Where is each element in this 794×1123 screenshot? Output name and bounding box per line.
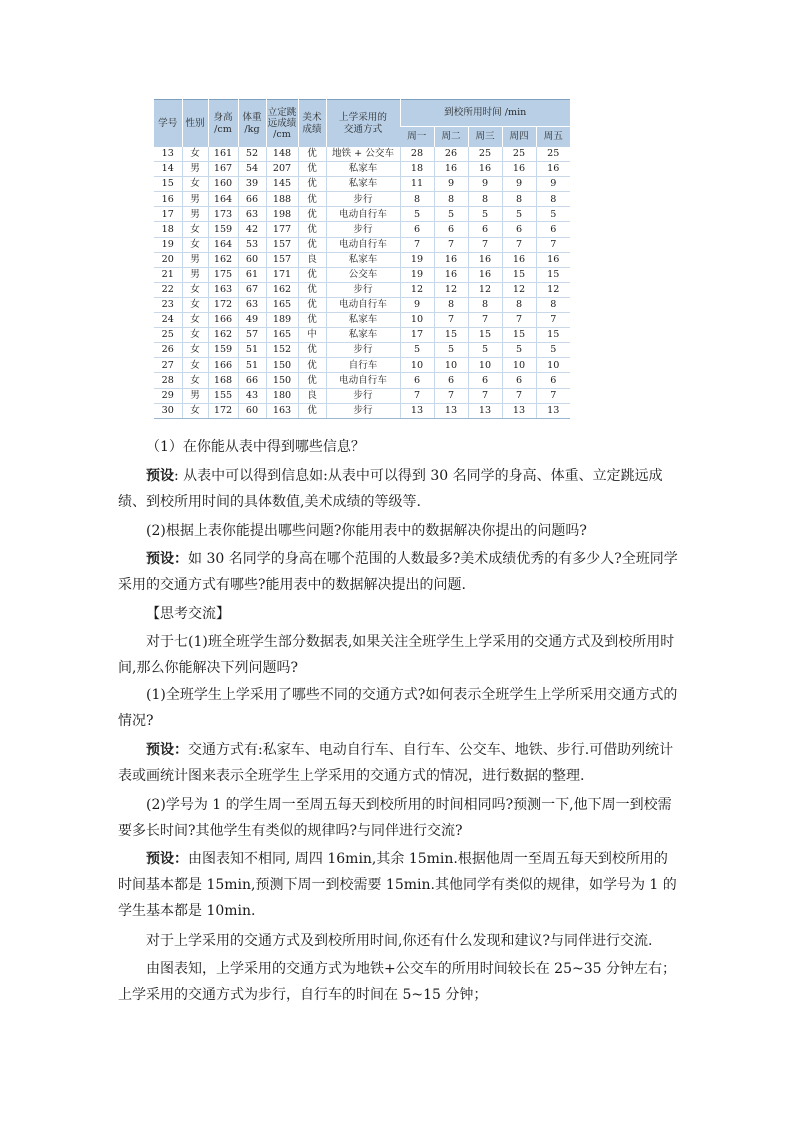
cell-art: 良 (298, 252, 326, 267)
cell-sex: 女 (182, 147, 208, 162)
cell-art: 优 (298, 147, 326, 162)
cell-wed: 6 (468, 222, 502, 237)
cell-weight: 43 (238, 388, 266, 403)
cell-tue: 7 (434, 313, 468, 328)
question-2: (2)根据上表你能提出哪些问题?你能用表中的数据解决你提出的问题吗? (146, 523, 587, 539)
header-day-fri: 周五 (536, 127, 570, 148)
cell-transport: 公交车 (326, 267, 400, 282)
cell-height: 162 (208, 328, 238, 343)
cell-thu: 5 (502, 207, 536, 222)
cell-thu: 6 (502, 373, 536, 388)
cell-wed: 16 (468, 267, 502, 282)
header-day-tue: 周二 (434, 127, 468, 148)
cell-student-no: 28 (154, 373, 182, 388)
cell-jump: 180 (266, 388, 298, 403)
student-data-table (154, 99, 570, 419)
cell-sex: 女 (182, 282, 208, 297)
cell-wed: 5 (468, 343, 502, 358)
cell-mon: 28 (400, 147, 434, 162)
cell-height: 168 (208, 373, 238, 388)
cell-height: 166 (208, 313, 238, 328)
cell-art: 优 (298, 222, 326, 237)
cell-weight: 52 (238, 147, 266, 162)
answer-2 (118, 546, 678, 598)
answer-1-label: 预设 (146, 468, 174, 484)
header-time-group: 到校所用时间 /min (400, 100, 570, 127)
table-row (154, 313, 570, 328)
cell-student-no: 23 (154, 297, 182, 312)
cell-height: 166 (208, 358, 238, 373)
cell-wed: 8 (468, 297, 502, 312)
cell-art: 优 (298, 192, 326, 207)
cell-fri: 9 (536, 177, 570, 192)
cell-art: 优 (298, 282, 326, 297)
cell-tue: 8 (434, 192, 468, 207)
answer-1-text: : 从表中可以得到信息如:从表中可以得到 30 名同学的身高、体重、立定跳远成绩、到校所用时间的具体数值,美术成绩的等级等. (118, 468, 663, 510)
cell-mon: 6 (400, 222, 434, 237)
cell-fri: 8 (536, 297, 570, 312)
cell-thu: 8 (502, 297, 536, 312)
cell-art: 优 (298, 297, 326, 312)
cell-student-no: 19 (154, 237, 182, 252)
cell-transport: 电动自行车 (326, 297, 400, 312)
cell-tue: 5 (434, 343, 468, 358)
cell-transport: 步行 (326, 192, 400, 207)
cell-art: 优 (298, 358, 326, 373)
cell-tue: 16 (434, 252, 468, 267)
cell-student-no: 15 (154, 177, 182, 192)
cell-transport: 电动自行车 (326, 207, 400, 222)
cell-student-no: 30 (154, 403, 182, 418)
cell-sex: 女 (182, 222, 208, 237)
cell-fri: 8 (536, 192, 570, 207)
cell-sex: 女 (182, 358, 208, 373)
cell-height: 163 (208, 282, 238, 297)
cell-jump: 150 (266, 373, 298, 388)
cell-jump: 163 (266, 403, 298, 418)
cell-fri: 10 (536, 358, 570, 373)
cell-tue: 13 (434, 403, 468, 418)
cell-thu: 7 (502, 237, 536, 252)
cell-sex: 女 (182, 403, 208, 418)
cell-jump: 165 (266, 328, 298, 343)
cell-fri: 6 (536, 222, 570, 237)
cell-height: 162 (208, 252, 238, 267)
cell-sex: 男 (182, 252, 208, 267)
cell-student-no: 16 (154, 192, 182, 207)
question-3: (1)全班学生上学采用了哪些不同的交通方式?如何表示全班学生上学所采用交通方式的情况? (118, 687, 678, 729)
cell-height: 172 (208, 297, 238, 312)
cell-art: 优 (298, 207, 326, 222)
cell-fri: 7 (536, 237, 570, 252)
cell-student-no: 21 (154, 267, 182, 282)
cell-tue: 10 (434, 358, 468, 373)
table-body (154, 147, 570, 418)
cell-weight: 42 (238, 222, 266, 237)
header-jump: 立定跳 远成绩 /cm (266, 100, 298, 148)
cell-tue: 26 (434, 147, 468, 162)
section-heading: 【思考交流】 (146, 606, 230, 622)
table-row (154, 177, 570, 192)
header-day-wed: 周三 (468, 127, 502, 148)
cell-transport: 步行 (326, 403, 400, 418)
cell-weight: 63 (238, 207, 266, 222)
cell-transport: 自行车 (326, 358, 400, 373)
cell-student-no: 27 (154, 358, 182, 373)
cell-tue: 7 (434, 388, 468, 403)
cell-transport: 私家车 (326, 328, 400, 343)
cell-sex: 女 (182, 237, 208, 252)
answer-4-text: 由图表知不相同, 周四 16min,其余 15min.根据他周一至周五每天到校所用的时间基本都是 15min,预测下周一到校需要 15min.其他同学有类似的规律，如学号为 1 的学生基本都是 10min. (118, 851, 677, 919)
cell-jump: 189 (266, 313, 298, 328)
cell-height: 172 (208, 403, 238, 418)
cell-weight: 57 (238, 328, 266, 343)
cell-thu: 7 (502, 388, 536, 403)
cell-weight: 67 (238, 282, 266, 297)
cell-weight: 53 (238, 237, 266, 252)
table-row (154, 403, 570, 418)
cell-sex: 男 (182, 388, 208, 403)
cell-weight: 54 (238, 162, 266, 177)
cell-tue: 5 (434, 207, 468, 222)
paragraph-5: 对于上学采用的交通方式及到校所用时间,你还有什么发现和建议?与同伴进行交流. (146, 933, 653, 949)
cell-thu: 10 (502, 358, 536, 373)
cell-jump: 171 (266, 267, 298, 282)
header-day-mon: 周一 (400, 127, 434, 148)
cell-mon: 7 (400, 237, 434, 252)
cell-art: 良 (298, 388, 326, 403)
cell-student-no: 17 (154, 207, 182, 222)
cell-tue: 9 (434, 177, 468, 192)
table-row (154, 358, 570, 373)
cell-jump: 157 (266, 252, 298, 267)
cell-tue: 16 (434, 267, 468, 282)
cell-fri: 13 (536, 403, 570, 418)
cell-height: 155 (208, 388, 238, 403)
cell-weight: 51 (238, 343, 266, 358)
cell-mon: 18 (400, 162, 434, 177)
student-data-table-wrapper (154, 99, 570, 419)
cell-weight: 39 (238, 177, 266, 192)
header-day-thu: 周四 (502, 127, 536, 148)
cell-thu: 9 (502, 177, 536, 192)
cell-tue: 7 (434, 237, 468, 252)
cell-fri: 12 (536, 282, 570, 297)
cell-mon: 19 (400, 267, 434, 282)
cell-jump: 198 (266, 207, 298, 222)
table-header (154, 100, 570, 148)
cell-weight: 49 (238, 313, 266, 328)
cell-fri: 25 (536, 147, 570, 162)
cell-jump: 145 (266, 177, 298, 192)
table-row (154, 297, 570, 312)
table-row (154, 343, 570, 358)
answer-2-label: 预设： (146, 551, 188, 567)
cell-fri: 7 (536, 313, 570, 328)
cell-tue: 16 (434, 162, 468, 177)
cell-height: 159 (208, 222, 238, 237)
cell-mon: 11 (400, 177, 434, 192)
cell-student-no: 25 (154, 328, 182, 343)
cell-weight: 60 (238, 252, 266, 267)
cell-transport: 步行 (326, 343, 400, 358)
cell-student-no: 26 (154, 343, 182, 358)
cell-sex: 女 (182, 313, 208, 328)
header-transport: 上学采用的 交通方式 (326, 100, 400, 148)
table-row (154, 388, 570, 403)
cell-art: 优 (298, 343, 326, 358)
cell-transport: 电动自行车 (326, 373, 400, 388)
table-row (154, 237, 570, 252)
cell-thu: 8 (502, 192, 536, 207)
cell-weight: 66 (238, 373, 266, 388)
cell-mon: 19 (400, 252, 434, 267)
cell-wed: 13 (468, 403, 502, 418)
cell-transport: 步行 (326, 222, 400, 237)
cell-transport: 电动自行车 (326, 237, 400, 252)
cell-tue: 6 (434, 222, 468, 237)
answer-3 (118, 737, 678, 789)
cell-sex: 女 (182, 373, 208, 388)
cell-tue: 12 (434, 282, 468, 297)
cell-thu: 5 (502, 343, 536, 358)
cell-mon: 12 (400, 282, 434, 297)
cell-thu: 15 (502, 328, 536, 343)
answer-3-label: 预设： (146, 742, 188, 758)
cell-mon: 10 (400, 313, 434, 328)
cell-mon: 13 (400, 403, 434, 418)
table-row (154, 162, 570, 177)
cell-sex: 女 (182, 343, 208, 358)
cell-jump: 188 (266, 192, 298, 207)
table-row (154, 328, 570, 343)
cell-sex: 女 (182, 177, 208, 192)
cell-jump: 162 (266, 282, 298, 297)
cell-art: 优 (298, 237, 326, 252)
cell-student-no: 13 (154, 147, 182, 162)
cell-art: 优 (298, 403, 326, 418)
cell-art: 优 (298, 313, 326, 328)
cell-height: 160 (208, 177, 238, 192)
header-art: 美术 成绩 (298, 100, 326, 148)
cell-mon: 5 (400, 207, 434, 222)
cell-art: 优 (298, 162, 326, 177)
cell-jump: 152 (266, 343, 298, 358)
table-row (154, 192, 570, 207)
answer-3-text: 交通方式有:私家车、电动自行车、自行车、公交车、地铁、步行.可借助列统计表或画统计图来表示全班学生上学采用的交通方式的情况，进行数据的整理. (118, 742, 674, 784)
cell-tue: 15 (434, 328, 468, 343)
cell-mon: 17 (400, 328, 434, 343)
cell-thu: 7 (502, 313, 536, 328)
cell-jump: 150 (266, 358, 298, 373)
cell-fri: 5 (536, 207, 570, 222)
table-row (154, 373, 570, 388)
cell-art: 优 (298, 267, 326, 282)
intro-paragraph: 对于七(1)班全班学生部分数据表,如果关注全班学生上学采用的交通方式及到校所用时间,那么你能解决下列问题吗? (118, 634, 675, 676)
cell-sex: 女 (182, 328, 208, 343)
cell-fri: 15 (536, 328, 570, 343)
cell-jump: 165 (266, 297, 298, 312)
cell-transport: 私家车 (326, 177, 400, 192)
cell-art: 优 (298, 373, 326, 388)
answer-1 (118, 463, 678, 515)
cell-fri: 5 (536, 343, 570, 358)
cell-mon: 8 (400, 192, 434, 207)
cell-fri: 16 (536, 162, 570, 177)
cell-height: 161 (208, 147, 238, 162)
answer-2-text: 如 30 名同学的身高在哪个范围的人数最多?美术成绩优秀的有多少人?全班同学采用的交通方式有哪些?能用表中的数据解决提出的问题. (118, 551, 678, 593)
cell-sex: 男 (182, 207, 208, 222)
cell-art: 中 (298, 328, 326, 343)
cell-art: 优 (298, 177, 326, 192)
table-row (154, 222, 570, 237)
question-4: (2)学号为 1 的学生周一至周五每天到校所用的时间相同吗?预测一下,他下周一到校需要多长时间?其他学生有类似的规律吗?与同伴进行交流? (118, 797, 672, 839)
cell-thu: 12 (502, 282, 536, 297)
cell-wed: 8 (468, 192, 502, 207)
cell-fri: 15 (536, 267, 570, 282)
cell-transport: 地铁 + 公交车 (326, 147, 400, 162)
cell-wed: 16 (468, 252, 502, 267)
cell-thu: 16 (502, 162, 536, 177)
cell-transport: 步行 (326, 282, 400, 297)
cell-fri: 7 (536, 388, 570, 403)
cell-weight: 61 (238, 267, 266, 282)
cell-tue: 6 (434, 373, 468, 388)
cell-weight: 63 (238, 297, 266, 312)
cell-height: 173 (208, 207, 238, 222)
cell-transport: 私家车 (326, 162, 400, 177)
cell-height: 167 (208, 162, 238, 177)
cell-tue: 8 (434, 297, 468, 312)
cell-student-no: 18 (154, 222, 182, 237)
cell-weight: 51 (238, 358, 266, 373)
table-row (154, 282, 570, 297)
cell-height: 164 (208, 192, 238, 207)
cell-jump: 177 (266, 222, 298, 237)
cell-thu: 6 (502, 222, 536, 237)
cell-thu: 15 (502, 267, 536, 282)
cell-wed: 7 (468, 388, 502, 403)
cell-sex: 男 (182, 162, 208, 177)
cell-mon: 5 (400, 343, 434, 358)
cell-sex: 男 (182, 267, 208, 282)
cell-weight: 66 (238, 192, 266, 207)
cell-wed: 25 (468, 147, 502, 162)
cell-jump: 148 (266, 147, 298, 162)
cell-height: 159 (208, 343, 238, 358)
cell-student-no: 14 (154, 162, 182, 177)
cell-thu: 13 (502, 403, 536, 418)
cell-mon: 6 (400, 373, 434, 388)
cell-wed: 6 (468, 373, 502, 388)
cell-student-no: 29 (154, 388, 182, 403)
cell-student-no: 20 (154, 252, 182, 267)
cell-transport: 私家车 (326, 313, 400, 328)
header-height: 身高 /cm (208, 100, 238, 148)
cell-weight: 60 (238, 403, 266, 418)
cell-wed: 7 (468, 313, 502, 328)
cell-wed: 15 (468, 328, 502, 343)
header-weight: 体重 /kg (238, 100, 266, 148)
cell-wed: 9 (468, 177, 502, 192)
paragraph-6: 由图表知，上学采用的交通方式为地铁+公交车的所用时间较长在 25~35 分钟左右；上学采用的交通方式为步行，自行车的时间在 5~15 分钟； (118, 961, 676, 1003)
cell-fri: 16 (536, 252, 570, 267)
cell-jump: 157 (266, 237, 298, 252)
cell-thu: 16 (502, 252, 536, 267)
cell-wed: 16 (468, 162, 502, 177)
table-row (154, 267, 570, 282)
cell-student-no: 22 (154, 282, 182, 297)
cell-wed: 12 (468, 282, 502, 297)
answer-4 (118, 846, 678, 924)
header-sex: 性别 (182, 100, 208, 148)
cell-wed: 5 (468, 207, 502, 222)
table-row (154, 207, 570, 222)
cell-wed: 7 (468, 237, 502, 252)
cell-mon: 7 (400, 388, 434, 403)
cell-transport: 步行 (326, 388, 400, 403)
cell-transport: 私家车 (326, 252, 400, 267)
header-student-no: 学号 (154, 100, 182, 148)
question-1: （1）在你能从表中得到哪些信息？ (146, 439, 365, 455)
cell-mon: 9 (400, 297, 434, 312)
table-row (154, 252, 570, 267)
cell-student-no: 24 (154, 313, 182, 328)
table-row (154, 147, 570, 162)
cell-height: 175 (208, 267, 238, 282)
cell-wed: 10 (468, 358, 502, 373)
cell-sex: 男 (182, 192, 208, 207)
cell-height: 164 (208, 237, 238, 252)
answer-4-label: 预设： (146, 851, 188, 867)
cell-fri: 6 (536, 373, 570, 388)
cell-mon: 10 (400, 358, 434, 373)
cell-sex: 女 (182, 297, 208, 312)
cell-jump: 207 (266, 162, 298, 177)
cell-thu: 25 (502, 147, 536, 162)
